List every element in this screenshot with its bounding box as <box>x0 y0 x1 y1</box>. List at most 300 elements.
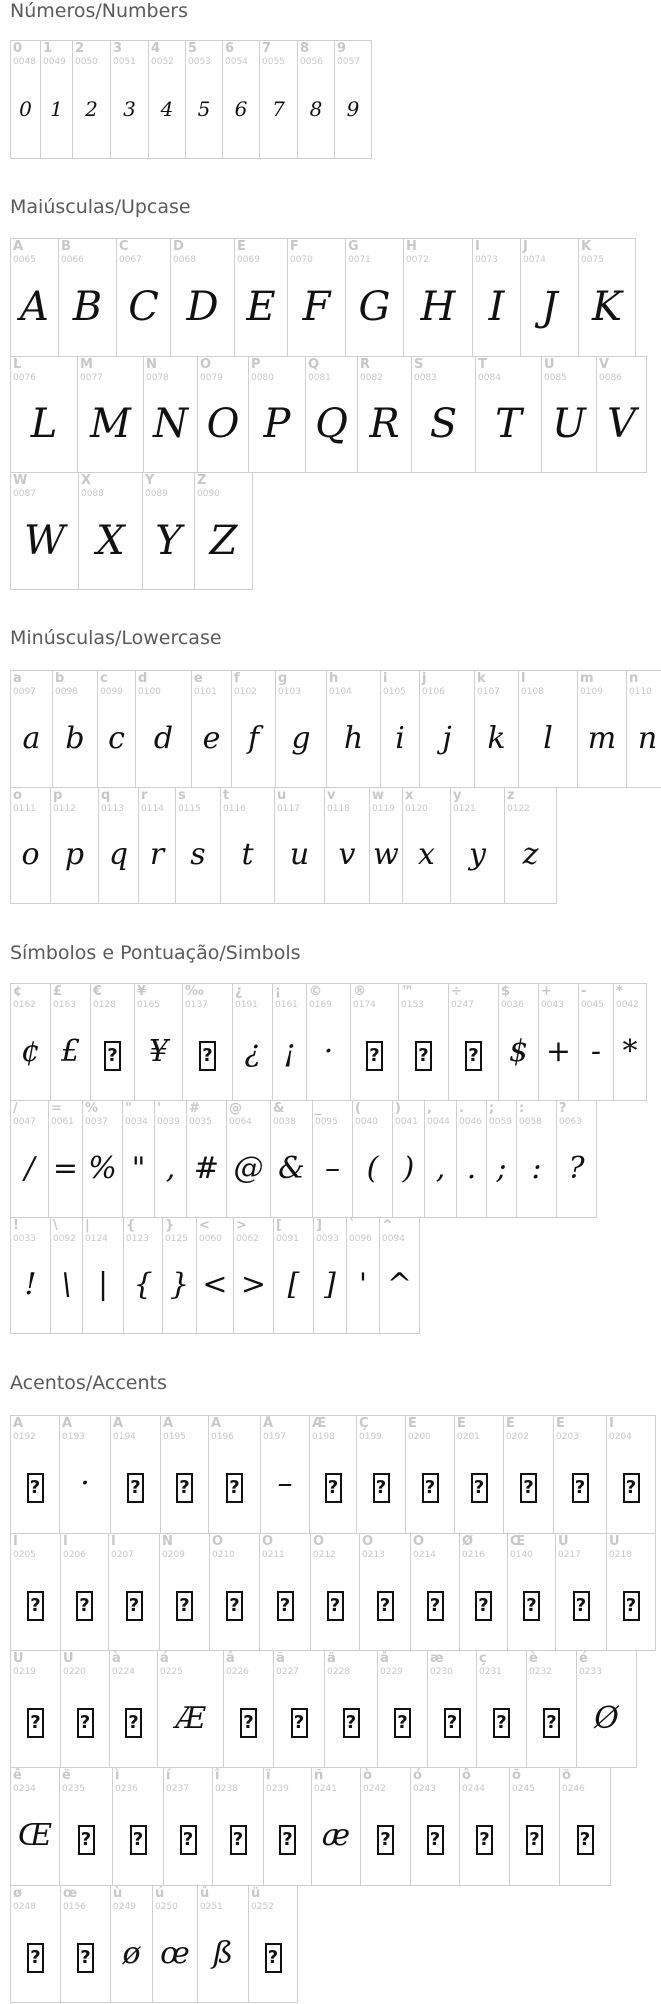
missing-glyph-box: ? <box>343 1708 360 1738</box>
glyph-preview: l <box>543 721 553 756</box>
character-label: î <box>215 1768 220 1783</box>
glyph-preview: 4 <box>160 97 174 121</box>
character-label: g <box>278 671 288 686</box>
glyph-cell <box>50 1217 83 1334</box>
character-label: I <box>475 239 480 254</box>
character-label: Ë <box>556 1416 565 1431</box>
character-code: 0195 <box>163 1432 186 1442</box>
character-label: ã <box>276 1651 285 1666</box>
glyph-preview: f <box>247 721 260 756</box>
character-code: 0217 <box>558 1550 581 1560</box>
glyph-preview: X <box>96 518 125 564</box>
section-title-n-meros-numbers: Números/Numbers <box>10 0 188 22</box>
character-label: ; <box>489 1101 495 1116</box>
glyph-cell <box>503 1415 554 1534</box>
character-code: 0076 <box>13 373 36 383</box>
glyph-cell <box>10 1217 51 1334</box>
character-label: f <box>234 671 240 686</box>
missing-glyph-box: ? <box>572 1473 589 1503</box>
glyph-cell <box>220 787 275 904</box>
glyph-preview: y <box>469 837 486 872</box>
character-code: 0069 <box>237 255 260 265</box>
character-code: 0192 <box>13 1432 36 1442</box>
character-label: { <box>126 1218 136 1233</box>
missing-glyph-icon <box>556 1587 606 1621</box>
glyph-preview: x <box>418 837 435 872</box>
missing-glyph-box: ? <box>77 1708 94 1738</box>
missing-glyph-icon <box>399 1037 448 1071</box>
glyph-preview: 6 <box>234 97 248 121</box>
glyph-cell <box>606 1415 656 1534</box>
glyph-cell <box>50 983 91 1101</box>
section-title-min-sculas-lowercase: Minúsculas/Lowercase <box>10 627 222 649</box>
missing-glyph-icon <box>91 1037 134 1071</box>
glyph-cell <box>59 1767 113 1886</box>
character-label: y <box>453 788 462 803</box>
character-code: 0035 <box>189 1117 212 1127</box>
missing-glyph-box: ? <box>127 1473 144 1503</box>
character-code: 0036 <box>501 1000 524 1010</box>
character-code: 0108 <box>521 687 544 697</box>
missing-glyph-icon <box>61 1704 109 1738</box>
glyph-cell <box>223 1650 274 1768</box>
glyph-preview: ¥ <box>148 1034 169 1069</box>
missing-glyph-box: ? <box>623 1473 640 1503</box>
glyph-preview: 5 <box>197 97 211 121</box>
character-label: ê <box>13 1768 22 1783</box>
character-label: Æ <box>312 1416 327 1431</box>
glyph-preview: ¢ <box>20 1034 41 1069</box>
character-label: U <box>544 357 555 372</box>
character-code: 0162 <box>13 1000 36 1010</box>
glyph-cell <box>309 1415 357 1534</box>
glyph-preview: ] <box>324 1267 336 1302</box>
glyph-cell <box>263 1767 312 1886</box>
missing-glyph-icon <box>527 1704 576 1738</box>
missing-glyph-icon <box>325 1704 377 1738</box>
character-label: : <box>519 1101 525 1116</box>
character-label: 4 <box>151 41 161 56</box>
character-label: Z <box>197 473 207 488</box>
character-code: 0065 <box>13 255 36 265</box>
glyph-preview: C <box>128 284 159 330</box>
character-code: 0046 <box>459 1117 482 1127</box>
character-label: Ä <box>211 1416 222 1431</box>
missing-glyph-icon <box>260 1587 310 1621</box>
character-label: ü <box>251 1886 261 1901</box>
character-label: ® <box>353 984 366 999</box>
character-label: ™ <box>401 984 414 999</box>
glyph-preview: æ <box>321 1818 351 1853</box>
missing-glyph-icon <box>164 1821 212 1855</box>
glyph-preview: ) <box>402 1151 415 1186</box>
character-label: @ <box>229 1101 242 1116</box>
missing-glyph-icon <box>357 1469 405 1503</box>
character-label: w <box>372 788 385 803</box>
glyph-cell <box>10 787 51 904</box>
character-label: 1 <box>43 41 53 56</box>
glyph-preview: q <box>108 837 129 872</box>
glyph-cell <box>208 1415 261 1534</box>
character-code: 0063 <box>559 1117 582 1127</box>
missing-glyph-icon <box>510 1821 559 1855</box>
glyph-cell <box>476 1650 527 1768</box>
character-code: 0123 <box>126 1234 149 1244</box>
character-code: 0137 <box>185 1000 208 1010</box>
missing-glyph-icon <box>361 1821 410 1855</box>
character-code: 0247 <box>451 1000 474 1010</box>
glyph-cell <box>379 1217 420 1334</box>
character-code: 0200 <box>408 1432 431 1442</box>
character-code: 0249 <box>113 1902 136 1912</box>
glyph-cell <box>175 787 221 904</box>
missing-glyph-box: ? <box>265 1943 282 1973</box>
character-label: Ã <box>163 1416 174 1431</box>
character-code: 0235 <box>62 1784 85 1794</box>
glyph-preview: U <box>552 401 586 447</box>
glyph-cell <box>606 1533 656 1651</box>
character-label: d <box>138 671 148 686</box>
glyph-cell <box>398 983 449 1101</box>
character-label: ó <box>413 1768 422 1783</box>
glyph-cell <box>82 1217 124 1334</box>
glyph-cell <box>110 1415 161 1534</box>
glyph-preview: m <box>587 721 617 756</box>
character-label: õ <box>512 1768 521 1783</box>
glyph-cell <box>10 983 51 1101</box>
missing-glyph-box: ? <box>27 1473 44 1503</box>
character-code: 0218 <box>609 1550 632 1560</box>
missing-glyph-box: ? <box>444 1708 461 1738</box>
character-label: ‰ <box>185 984 204 999</box>
glyph-cell <box>185 40 223 159</box>
glyph-cell <box>212 1767 264 1886</box>
glyph-cell <box>541 356 597 473</box>
character-label: h <box>329 671 339 686</box>
character-code: 0140 <box>510 1550 533 1560</box>
missing-glyph-icon <box>113 1821 163 1855</box>
glyph-cell <box>306 983 351 1101</box>
character-label: R <box>360 357 371 372</box>
glyph-cell <box>324 787 370 904</box>
missing-glyph-icon <box>11 1704 60 1738</box>
character-label: A <box>13 239 24 254</box>
missing-glyph-box: ? <box>125 1708 142 1738</box>
character-label: % <box>85 1101 99 1116</box>
glyph-cell <box>40 40 73 159</box>
character-code: 0165 <box>137 1000 160 1010</box>
glyph-preview: h <box>343 721 364 756</box>
character-code: 0102 <box>234 687 257 697</box>
character-code: 0033 <box>13 1234 36 1244</box>
glyph-cell <box>10 472 79 590</box>
character-code: 0234 <box>13 1784 36 1794</box>
character-code: 0084 <box>478 373 501 383</box>
glyph-preview: 1 <box>50 97 63 121</box>
glyph-cell <box>194 472 253 590</box>
glyph-preview: Y <box>155 518 182 564</box>
character-code: 0109 <box>580 687 603 697</box>
glyph-cell <box>403 238 473 357</box>
character-code: 0086 <box>599 373 622 383</box>
glyph-cell <box>275 670 327 788</box>
glyph-cell <box>231 670 276 788</box>
glyph-preview: } <box>169 1267 190 1302</box>
glyph-preview: + <box>545 1034 572 1069</box>
glyph-cell <box>58 238 117 357</box>
character-label: ñ <box>314 1768 324 1783</box>
character-label: / <box>13 1101 18 1116</box>
missing-glyph-icon <box>209 1469 260 1503</box>
character-code: 0242 <box>363 1784 386 1794</box>
character-label: k <box>477 671 486 686</box>
character-label: Ó <box>262 1534 274 1549</box>
character-code: 0250 <box>155 1902 178 1912</box>
character-code: 0238 <box>215 1784 238 1794</box>
character-code: 0237 <box>166 1784 189 1794</box>
character-code: 0098 <box>55 687 78 697</box>
glyph-cell <box>248 1885 298 2003</box>
section-title-mai-sculas-upcase: Maiúsculas/Upcase <box>10 196 191 218</box>
character-code: 0205 <box>13 1550 36 1560</box>
character-code: 0060 <box>199 1234 222 1244</box>
glyph-preview: @ <box>233 1151 264 1186</box>
character-code: 0219 <box>13 1667 36 1677</box>
glyph-preview: \ <box>61 1267 72 1302</box>
character-code: 0153 <box>401 1000 424 1010</box>
character-code: 0210 <box>212 1550 235 1560</box>
character-label: i <box>383 671 388 686</box>
glyph-cell <box>626 670 661 788</box>
glyph-cell <box>116 238 171 357</box>
character-code: 0105 <box>383 687 406 697</box>
character-label: æ <box>430 1651 444 1666</box>
glyph-preview: o <box>21 837 40 872</box>
glyph-cell <box>424 1100 457 1218</box>
character-label: } <box>165 1218 175 1233</box>
glyph-preview: ø <box>122 1936 141 1971</box>
glyph-preview: œ <box>160 1936 190 1971</box>
character-code: 0110 <box>629 687 652 697</box>
glyph-preview: r <box>149 837 165 872</box>
character-label: v <box>327 788 336 803</box>
character-code: 0068 <box>173 255 196 265</box>
glyph-preview: z <box>522 837 539 872</box>
glyph-cell <box>287 238 346 357</box>
character-label: W <box>13 473 28 488</box>
glyph-cell <box>10 1650 61 1768</box>
character-code: 0071 <box>348 255 371 265</box>
glyph-cell <box>160 1415 209 1534</box>
character-code: 0088 <box>81 489 104 499</box>
glyph-cell <box>90 983 135 1101</box>
character-code: 0104 <box>329 687 352 697</box>
missing-glyph-icon <box>61 1587 108 1621</box>
character-label: - <box>581 984 587 999</box>
character-code: 0252 <box>251 1902 274 1912</box>
missing-glyph-box: ? <box>427 1591 444 1621</box>
glyph-cell <box>578 238 636 357</box>
character-label: Ú <box>609 1534 620 1549</box>
character-label: Ò <box>212 1534 224 1549</box>
character-code: 0096 <box>349 1234 372 1244</box>
character-label: p <box>53 788 63 803</box>
glyph-cell <box>152 1885 198 2003</box>
missing-glyph-icon <box>378 1704 427 1738</box>
glyph-cell <box>163 1767 213 1886</box>
glyph-cell <box>109 1650 158 1768</box>
glyph-cell <box>377 1650 428 1768</box>
character-label: + <box>541 984 552 999</box>
glyph-cell <box>297 40 335 159</box>
character-code: 0225 <box>160 1667 183 1677</box>
character-code: 0229 <box>380 1667 403 1677</box>
character-code: 0095 <box>315 1117 338 1127</box>
glyph-cell <box>48 1100 83 1218</box>
character-label: ù <box>113 1886 123 1901</box>
character-code: 0224 <box>112 1667 135 1677</box>
missing-glyph-icon <box>249 1939 297 1973</box>
missing-glyph-box: ? <box>199 1041 216 1071</box>
glyph-preview: O <box>206 401 240 447</box>
glyph-cell <box>196 1217 234 1334</box>
character-label: u <box>277 788 287 803</box>
glyph-cell <box>260 1415 310 1534</box>
glyph-cell <box>475 356 542 473</box>
character-label: z <box>507 788 515 803</box>
character-label: . <box>459 1101 464 1116</box>
character-code: 0034 <box>125 1117 148 1127</box>
glyph-cell <box>419 670 475 788</box>
character-label: å <box>380 1651 389 1666</box>
character-code: 0070 <box>290 255 313 265</box>
character-code: 0079 <box>200 373 223 383</box>
character-code: 0052 <box>151 57 174 67</box>
character-code: 0038 <box>273 1117 296 1127</box>
character-label: n <box>629 671 639 686</box>
glyph-preview: ß <box>212 1936 234 1971</box>
missing-glyph-box: ? <box>130 1825 147 1855</box>
character-label: j <box>422 671 427 686</box>
glyph-preview: t <box>241 837 254 872</box>
glyph-preview: 9 <box>346 97 360 121</box>
character-code: 0245 <box>512 1784 535 1794</box>
character-label: G <box>348 239 359 254</box>
character-code: 0156 <box>63 1902 86 1912</box>
glyph-preview: Z <box>209 518 238 564</box>
glyph-preview: 3 <box>123 97 136 121</box>
character-label: e <box>194 671 203 686</box>
character-code: 0078 <box>146 373 169 383</box>
character-code: 0193 <box>62 1432 85 1442</box>
character-code: 0231 <box>479 1667 502 1677</box>
character-code: 0212 <box>313 1550 336 1560</box>
character-code: 0090 <box>197 489 220 499</box>
missing-glyph-box: ? <box>543 1708 560 1738</box>
glyph-preview: ? <box>568 1151 585 1186</box>
character-code: 0236 <box>115 1784 138 1794</box>
glyph-cell <box>555 1533 607 1651</box>
glyph-cell <box>148 40 186 159</box>
character-code: 0246 <box>562 1784 585 1794</box>
missing-glyph-icon <box>428 1704 476 1738</box>
glyph-cell <box>369 787 403 904</box>
glyph-preview: | <box>97 1267 109 1302</box>
glyph-cell <box>459 1533 508 1651</box>
section-title-s-mbolos-e-pontua-o-simbols: Símbolos e Pontuação/Simbols <box>10 942 301 964</box>
glyph-preview: R <box>369 401 400 447</box>
missing-glyph-box: ? <box>279 1825 296 1855</box>
glyph-cell <box>518 670 578 788</box>
character-label: Û <box>13 1651 24 1666</box>
character-code: 0042 <box>616 1000 639 1010</box>
glyph-cell <box>305 356 358 473</box>
character-label: o <box>13 788 22 803</box>
glyph-cell <box>360 1767 411 1886</box>
character-code: 0202 <box>506 1432 529 1442</box>
character-label: ò <box>363 1768 372 1783</box>
character-label: b <box>55 671 65 686</box>
character-label: ] <box>316 1218 322 1233</box>
character-label: ç <box>479 1651 487 1666</box>
character-label: ú <box>155 1886 165 1901</box>
character-label: x <box>405 788 414 803</box>
glyph-cell <box>50 787 99 904</box>
glyph-cell <box>402 787 451 904</box>
character-code: 0101 <box>194 687 217 697</box>
character-label: Ç <box>359 1416 369 1431</box>
missing-glyph-box: ? <box>377 1825 394 1855</box>
character-code: 0128 <box>93 1000 116 1010</box>
missing-glyph-box: ? <box>76 1591 93 1621</box>
character-label: è <box>529 1651 538 1666</box>
character-code: 0230 <box>430 1667 453 1677</box>
missing-glyph-box: ? <box>493 1708 510 1738</box>
character-label: = <box>51 1101 62 1116</box>
character-label: £ <box>53 984 63 999</box>
glyph-cell <box>209 1533 260 1651</box>
missing-glyph-box: ? <box>377 1591 394 1621</box>
glyph-cell <box>233 1217 274 1334</box>
glyph-cell <box>392 1100 425 1218</box>
character-label: ¡ <box>275 984 281 999</box>
missing-glyph-box: ? <box>465 1041 482 1071</box>
character-label: J <box>523 239 528 254</box>
character-code: 0114 <box>141 804 164 814</box>
missing-glyph-icon <box>111 1469 160 1503</box>
character-code: 0191 <box>235 1000 258 1010</box>
glyph-cell <box>553 1415 607 1534</box>
character-label: s <box>178 788 186 803</box>
character-code: 0056 <box>300 57 323 67</box>
character-label: ^ <box>382 1218 393 1233</box>
character-label: Ì <box>609 1416 614 1431</box>
missing-glyph-icon <box>224 1704 273 1738</box>
missing-glyph-box: ? <box>520 1473 537 1503</box>
glyph-preview: e <box>202 721 221 756</box>
glyph-preview: = <box>52 1151 79 1186</box>
character-label: Ñ <box>162 1534 173 1549</box>
character-code: 0045 <box>581 1000 604 1010</box>
character-code: 0059 <box>489 1117 512 1127</box>
missing-glyph-box: ? <box>27 1591 44 1621</box>
character-label: E <box>237 239 246 254</box>
character-code: 0241 <box>314 1784 337 1794</box>
character-label: ¢ <box>13 984 23 999</box>
glyph-preview: u <box>289 837 310 872</box>
glyph-cell <box>59 1415 111 1534</box>
missing-glyph-box: ? <box>577 1825 594 1855</box>
